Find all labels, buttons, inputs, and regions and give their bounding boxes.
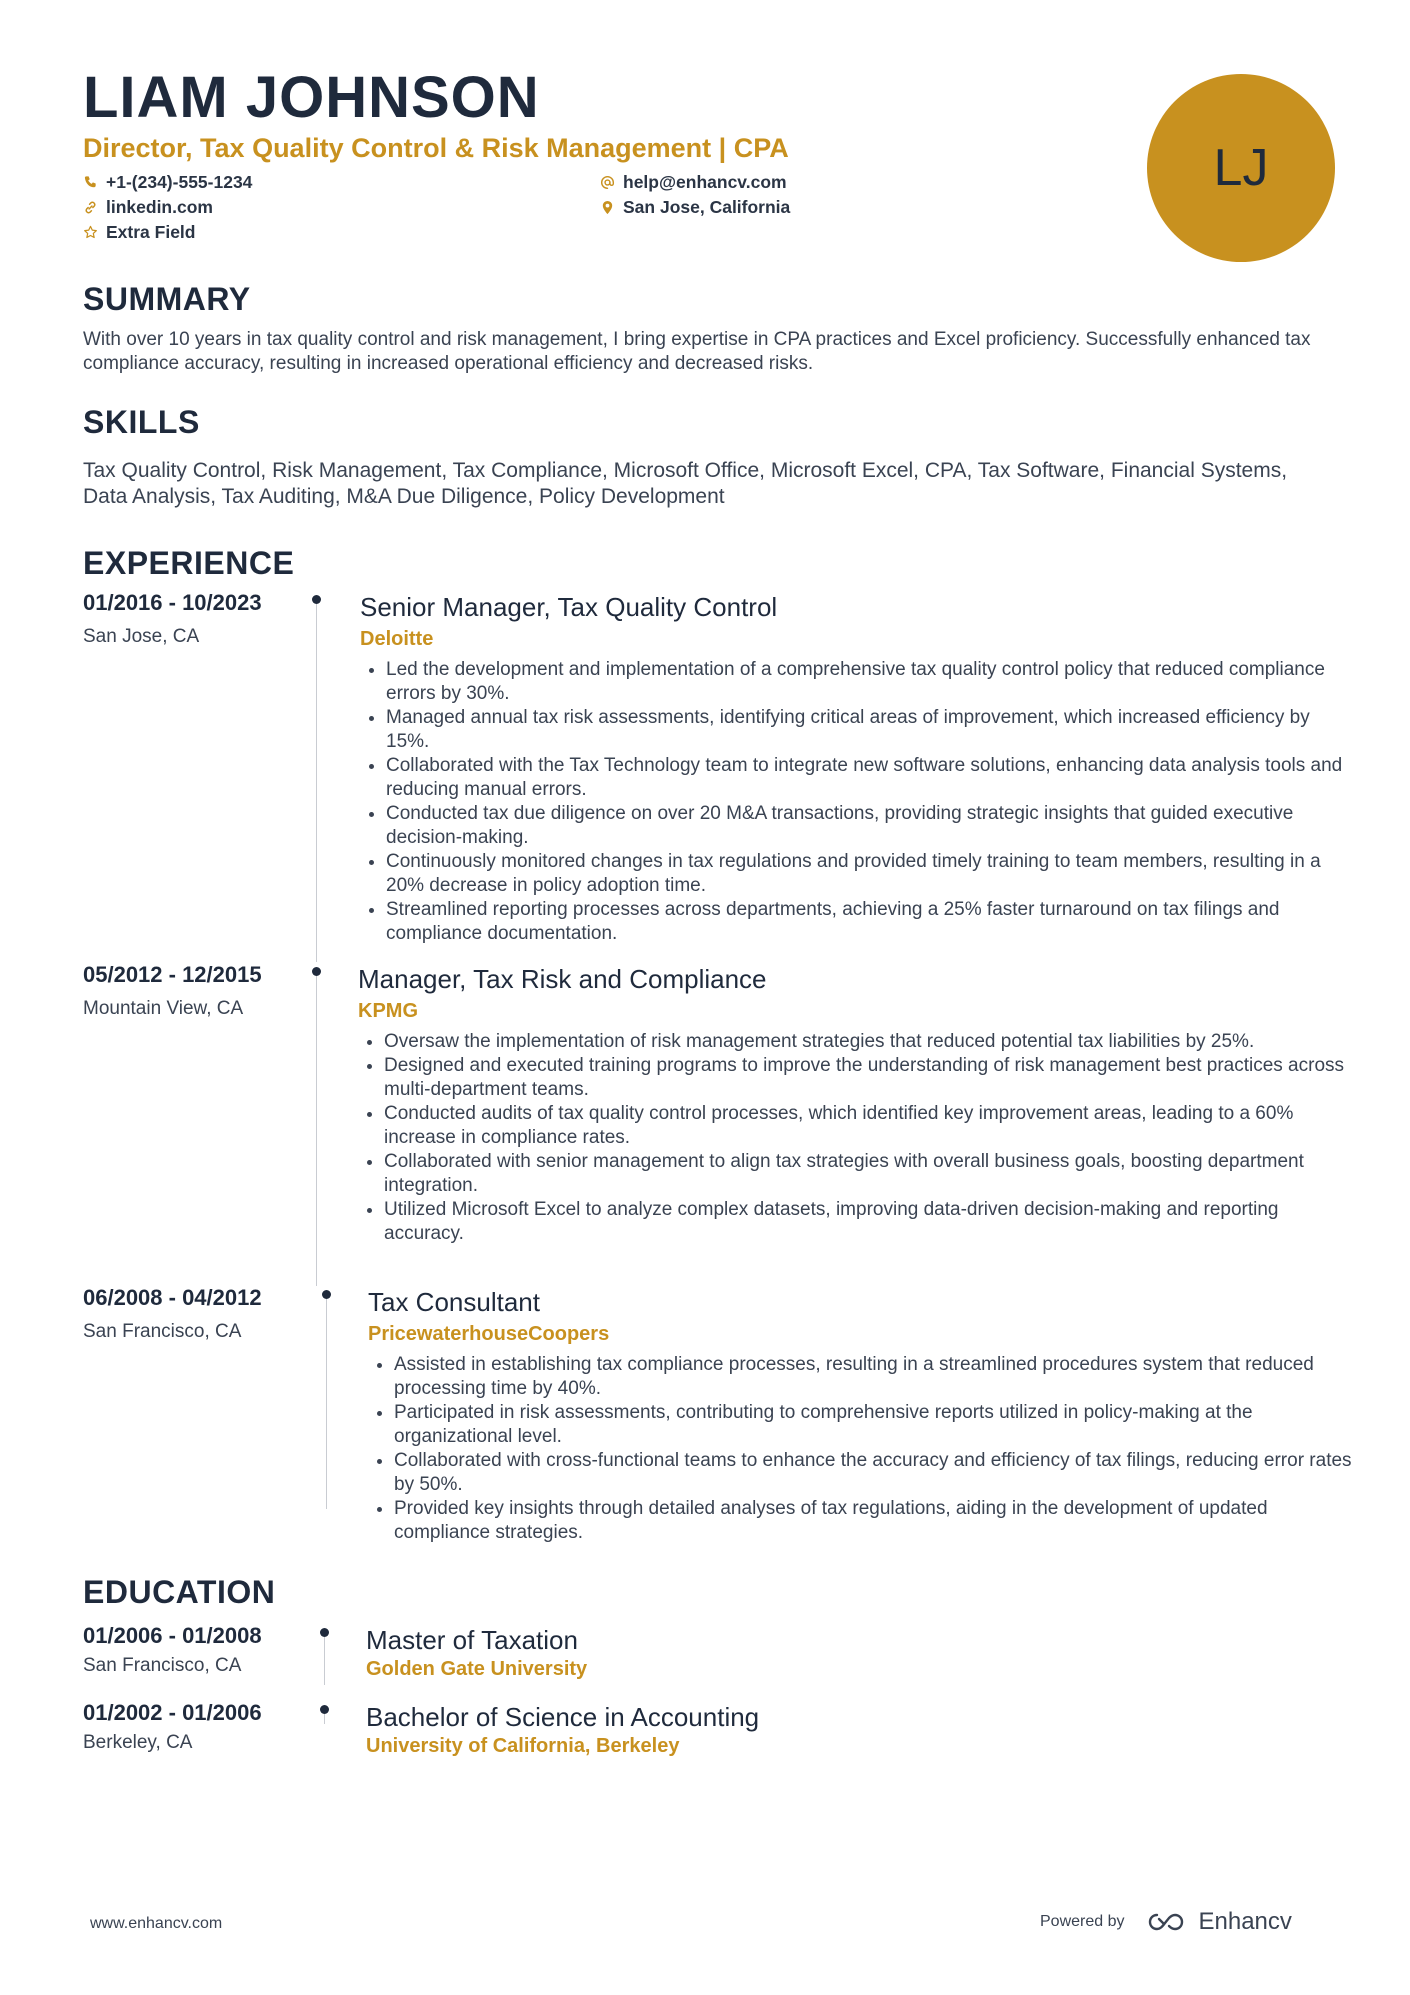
timeline-line <box>316 976 317 1286</box>
experience-bullets <box>358 1030 1356 1246</box>
experience-bullet: • Provided key insights through detailed analyses of tax regulations, aiding in the development of updated compliance strategies. <box>394 1497 1356 1545</box>
education-degree: Bachelor of Science in Accounting <box>366 1702 760 1732</box>
experience-company: KPMG <box>358 1000 418 1022</box>
experience-dates: 05/2012 - 12/2015 <box>83 962 262 987</box>
experience-bullet: • Conducted tax due diligence on over 20 M&A transactions, providing strategic insights that guided executive decision-making. <box>386 802 1356 850</box>
skills-text: Tax Quality Control, Risk Management, Tax Compliance, Microsoft Office, Microsoft Excel, CPA, Tax Software, Financial Systems, Data Analysis, Tax Auditing, M&A Due Diligence, Policy Development <box>83 459 1288 508</box>
education-dates: 01/2002 - 01/2006 <box>83 1700 262 1725</box>
brand-name: Enhancv <box>1198 1908 1292 1935</box>
summary-heading: SUMMARY <box>83 281 251 317</box>
timeline-line <box>326 1299 327 1509</box>
experience-bullet: • Collaborated with cross-functional teams to enhance the accuracy and efficiency of tax filings, reducing error rates by 50%. <box>394 1449 1356 1497</box>
footer-website[interactable]: www.enhancv.com <box>90 1915 223 1932</box>
contact-extra <box>83 222 195 243</box>
location-text: San Jose, California <box>623 197 791 217</box>
experience-bullet: • Continuously monitored changes in tax regulations and provided timely training to team members, resulting in a 20% decrease in policy adoption time. <box>386 850 1356 898</box>
experience-role: Senior Manager, Tax Quality Control <box>360 592 778 622</box>
experience-bullet: • Designed and executed training programs to improve the understanding of risk management best practices across multi-department teams. <box>384 1054 1356 1102</box>
phone-text: +1-(234)-555-1234 <box>106 172 253 192</box>
experience-bullets <box>368 1353 1356 1545</box>
timeline-dot <box>312 967 321 976</box>
experience-bullet: • Managed annual tax risk assessments, identifying critical areas of improvement, which increased efficiency by 15%. <box>386 706 1356 754</box>
experience-bullet: • Collaborated with the Tax Technology team to integrate new software solutions, enhancing data analysis tools and reducing manual errors. <box>386 754 1356 802</box>
experience-role: Manager, Tax Risk and Compliance <box>358 964 767 994</box>
at-icon <box>600 175 615 190</box>
experience-location: San Francisco, CA <box>83 1321 242 1342</box>
footer-branding <box>1040 1908 1292 1936</box>
education-location: San Francisco, CA <box>83 1655 242 1676</box>
timeline-dot <box>320 1628 329 1637</box>
education-degree: Master of Taxation <box>366 1625 578 1655</box>
linkedin-text[interactable]: linkedin.com <box>106 197 213 217</box>
extra-text: Extra Field <box>106 222 196 242</box>
experience-company: Deloitte <box>360 628 434 650</box>
timeline-line <box>324 1714 325 1724</box>
summary-text: With over 10 years in tax quality control and risk management, I bring expertise in CPA practices and Excel proficiency. Successfully enhanced tax compliance accuracy, resulting in increased operational efficiency and decreased risks. <box>83 329 1311 374</box>
contact-linkedin[interactable] <box>83 197 213 218</box>
education-heading: EDUCATION <box>83 1574 276 1610</box>
enhancv-logo-icon <box>1145 1910 1191 1934</box>
experience-bullet: • Participated in risk assessments, contributing to comprehensive reports utilized in policy-making at the organizational level. <box>394 1401 1356 1449</box>
experience-bullet: • Collaborated with senior management to align tax strategies with overall business goals, boosting department integration. <box>384 1150 1356 1198</box>
experience-location: San Jose, CA <box>83 626 200 647</box>
timeline-line <box>324 1637 325 1685</box>
experience-heading: EXPERIENCE <box>83 545 295 581</box>
experience-dates: 01/2016 - 10/2023 <box>83 590 262 615</box>
email-text[interactable]: help@enhancv.com <box>623 172 787 192</box>
education-school: Golden Gate University <box>366 1658 588 1680</box>
location-pin-icon <box>600 200 615 215</box>
experience-bullet: • Conducted audits of tax quality control processes, which identified key improvement areas, leading to a 60% increase in compliance rates. <box>384 1102 1356 1150</box>
experience-bullets <box>360 658 1356 946</box>
contact-email[interactable] <box>600 172 787 193</box>
candidate-name: LIAM JOHNSON <box>83 65 540 130</box>
link-icon <box>83 200 98 215</box>
education-location: Berkeley, CA <box>83 1732 193 1753</box>
timeline-dot <box>312 595 321 604</box>
timeline-dot <box>322 1290 331 1299</box>
candidate-title: Director, Tax Quality Control & Risk Management | CPA <box>83 133 789 163</box>
timeline-line <box>316 604 317 962</box>
brand-logo[interactable] <box>1145 1908 1292 1936</box>
experience-bullet: • Led the development and implementation of a comprehensive tax quality control policy that reduced compliance errors by 30%. <box>386 658 1356 706</box>
skills-heading: SKILLS <box>83 404 200 440</box>
contact-phone <box>83 172 252 193</box>
avatar <box>1147 74 1335 262</box>
powered-by-text: Powered by <box>1040 1913 1125 1930</box>
avatar-initials: LJ <box>1213 139 1269 197</box>
education-school: University of California, Berkeley <box>366 1735 680 1757</box>
education-dates: 01/2006 - 01/2008 <box>83 1623 262 1648</box>
experience-dates: 06/2008 - 04/2012 <box>83 1285 262 1310</box>
experience-bullet: • Assisted in establishing tax compliance processes, resulting in a streamlined procedures system that reduced processing time by 40%. <box>394 1353 1356 1401</box>
experience-bullet: • Streamlined reporting processes across departments, achieving a 25% faster turnaround on tax filings and compliance documentation. <box>386 898 1356 946</box>
experience-company: PricewaterhouseCoopers <box>368 1323 610 1345</box>
timeline-dot <box>320 1705 329 1714</box>
experience-role: Tax Consultant <box>368 1287 540 1317</box>
experience-location: Mountain View, CA <box>83 998 244 1019</box>
phone-icon <box>83 175 98 190</box>
contact-location <box>600 197 790 218</box>
star-icon <box>83 225 98 240</box>
experience-bullet: • Oversaw the implementation of risk management strategies that reduced potential tax liabilities by 25%. <box>384 1030 1356 1054</box>
experience-bullet: • Utilized Microsoft Excel to analyze complex datasets, improving data-driven decision-making and reporting accuracy. <box>384 1198 1356 1246</box>
